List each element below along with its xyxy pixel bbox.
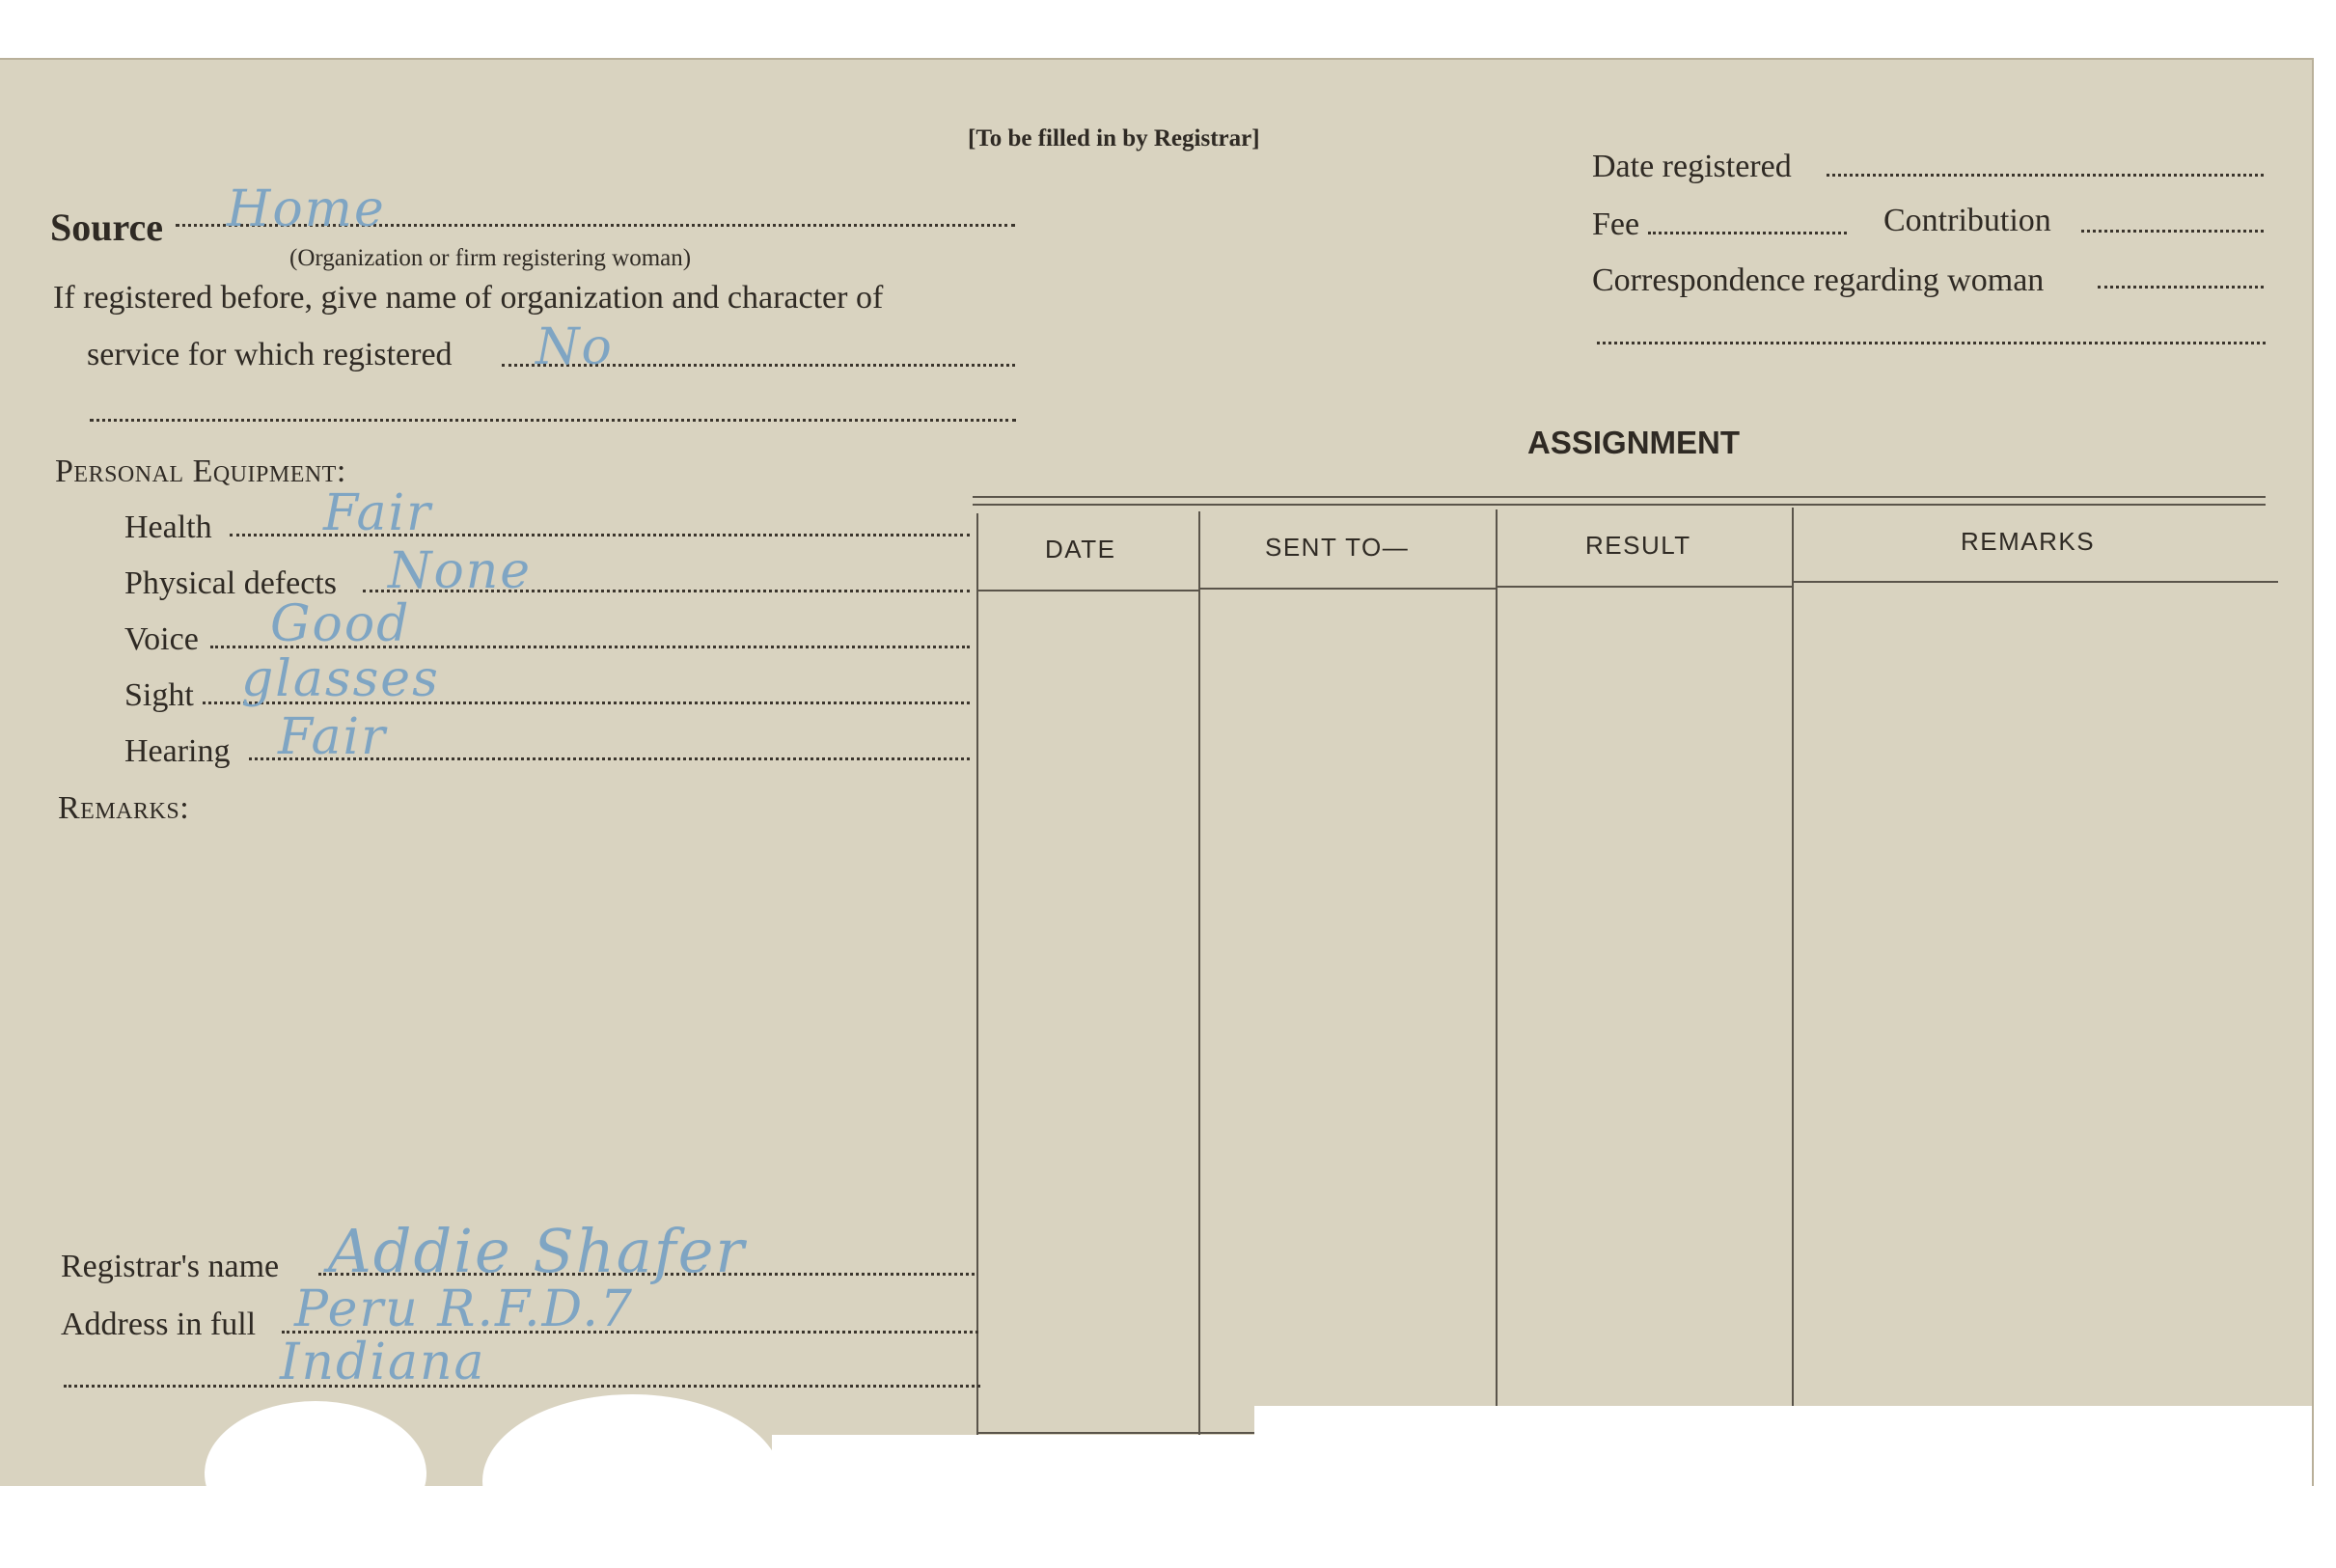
registrar-name-label: Registrar's name — [61, 1249, 280, 1284]
fee-label: Fee — [1592, 206, 1640, 242]
hearing-value[interactable]: Fair — [278, 708, 388, 766]
contribution-line — [2081, 230, 2264, 233]
result-column-header: RESULT — [1585, 531, 1691, 560]
sent-to-column-header: SENT TO— — [1265, 533, 1410, 562]
address-value-line1[interactable]: Peru R.F.D.7 — [294, 1280, 634, 1338]
sent-to-header-rule — [1200, 588, 1496, 590]
assignment-rule-top — [973, 496, 2266, 498]
date-registered-line — [1827, 174, 2264, 177]
registered-before-extra-line — [90, 419, 1016, 422]
assignment-divider-1 — [1198, 511, 1200, 1444]
source-label: Source — [50, 206, 164, 249]
correspondence-label: Correspondence regarding woman — [1592, 262, 2045, 298]
sight-value[interactable]: glasses — [241, 650, 440, 708]
result-header-rule — [1498, 586, 1792, 588]
assignment-rule-second — [973, 504, 2266, 506]
voice-label: Voice — [124, 621, 199, 657]
torn-bottom-edge-right — [1254, 1406, 2312, 1444]
assignment-border-left — [976, 513, 978, 1444]
date-column-header: DATE — [1045, 535, 1116, 564]
date-registered-label: Date registered — [1592, 149, 1792, 184]
contribution-label: Contribution — [1883, 203, 2051, 238]
registered-before-line1: If registered before, give name of organization and character of — [53, 280, 884, 316]
address-label: Address in full — [61, 1307, 257, 1342]
registered-before-line2: service for which registered — [87, 337, 453, 372]
correspondence-extra-line — [1597, 342, 2266, 344]
torn-notch-left — [205, 1401, 426, 1546]
personal-equipment-title: Personal Equipment: — [55, 454, 346, 489]
physical-defects-label: Physical defects — [124, 565, 337, 601]
remarks-title: Remarks: — [58, 790, 190, 826]
remarks-column-header: REMARKS — [1961, 527, 2096, 556]
fee-line — [1648, 232, 1847, 234]
registered-before-value[interactable]: No — [536, 318, 614, 376]
assignment-divider-3 — [1792, 508, 1794, 1444]
registrar-name-value[interactable]: Addie Shafer — [328, 1216, 747, 1286]
torn-notch-middle — [482, 1394, 782, 1568]
remarks-header-rule — [1794, 581, 2278, 583]
voice-value[interactable]: Good — [270, 595, 411, 653]
correspondence-line — [2098, 286, 2264, 289]
assignment-divider-2 — [1496, 509, 1498, 1444]
assignment-title: ASSIGNMENT — [1527, 425, 1741, 460]
health-value[interactable]: Fair — [323, 484, 433, 542]
source-caption: (Organization or firm registering woman) — [289, 245, 692, 271]
registrar-header: [To be filled in by Registrar] — [968, 125, 1260, 151]
physical-defects-value[interactable]: None — [388, 542, 533, 600]
sight-label: Sight — [124, 677, 194, 713]
hearing-label: Hearing — [124, 733, 231, 769]
health-label: Health — [124, 509, 212, 545]
source-value[interactable]: Home — [227, 180, 386, 238]
registration-card — [0, 58, 2314, 1486]
address-value-line2[interactable]: Indiana — [280, 1334, 486, 1391]
address-extra-line — [64, 1385, 980, 1388]
date-header-rule — [976, 590, 1198, 591]
